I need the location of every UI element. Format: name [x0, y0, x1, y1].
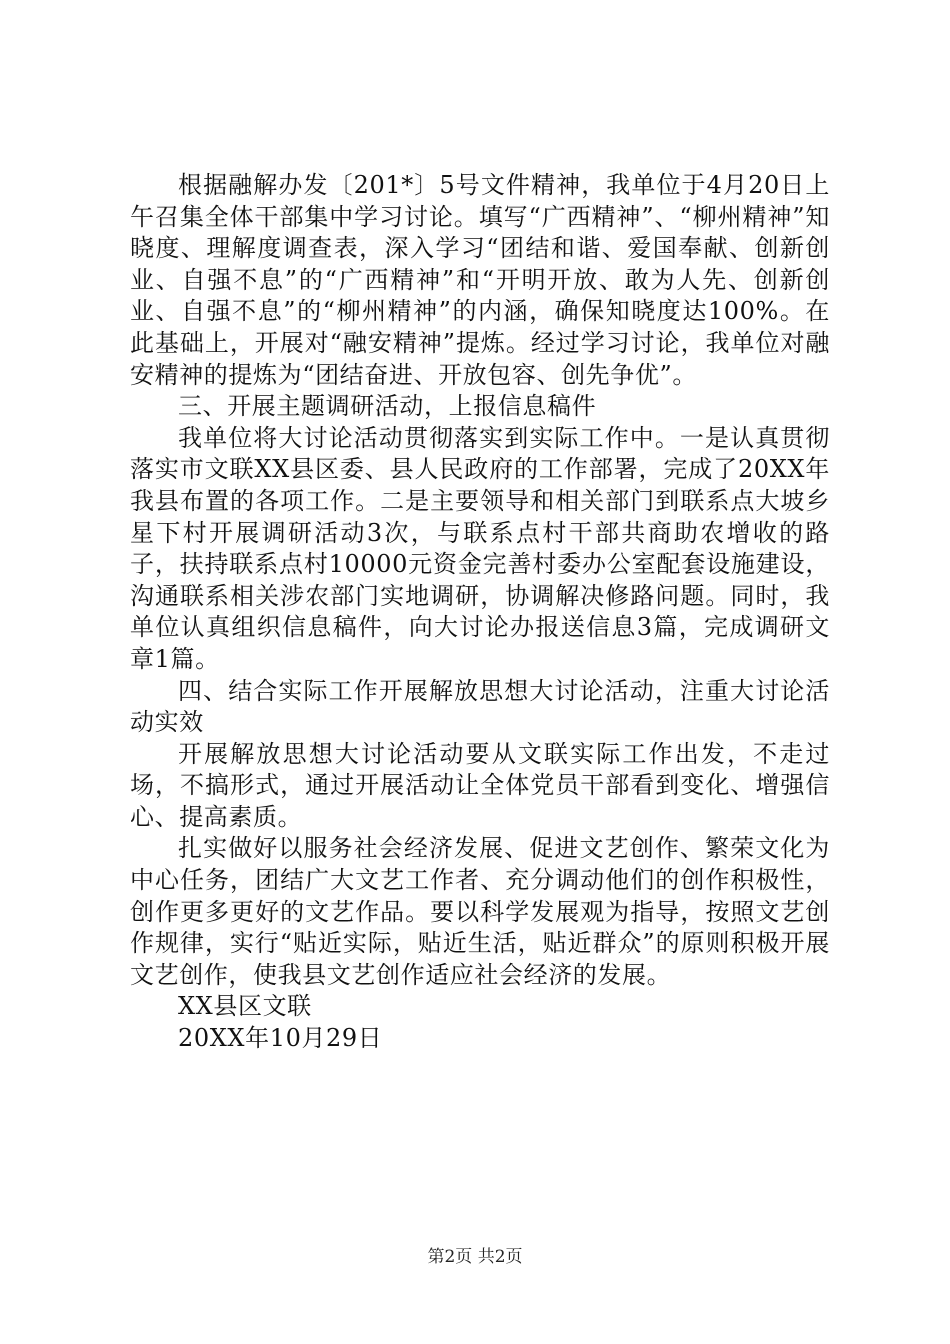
document-body	[130, 170, 830, 1055]
page-number: 第2页 共2页	[427, 1247, 523, 1267]
paragraph-art-creation: 扎实做好以服务社会经济发展、促进文艺创作、繁荣文化为中心任务，团结广大文艺工作者、充分调动他们的创作积极性，创作更多更好的文艺作品。要以科学发展观为指导，按照文艺创作规律，实行“贴近实际，贴近生活，贴近群众”的原则积极开展文艺创作，使我县文艺创作适应社会经济的发展。	[130, 834, 830, 989]
paragraph-spirit-study: 根据融解办发〔201*〕5号文件精神，我单位于4月20日上午召集全体干部集中学习讨论。填写“广西精神”、“柳州精神”知晓度、理解度调查表，深入学习“团结和谐、爱国奉献、创新创业、自强不息”的“广西精神”和“开明开放、敢为人先、创新创业、自强不息”的“柳州精神”的内涵，确保知晓度达100%。在此基础上，开展对“融安精神”提炼。经过学习讨论，我单位对融安精神的提炼为“团结奋进、开放包容、创先争优”。	[130, 171, 830, 389]
paragraph-research-activities: 我单位将大讨论活动贯彻落实到实际工作中。一是认真贯彻落实市文联XX县区委、县人民政府的工作部署，完成了20XX年我县布置的各项工作。二是主要领导和相关部门到联系点大坡乡星下村开展调研活动3次，与联系点村干部共商助农增收的路子，扶持联系点村10000元资金完善村委办公室配套设施建设，沟通联系相关涉农部门实地调研，协调解决修路问题。同时，我单位认真组织信息稿件，向大讨论办报送信息3篇，完成调研文章1篇。	[130, 423, 830, 673]
section-heading-4: 四、结合实际工作开展解放思想大讨论活动，注重大讨论活动实效	[130, 676, 830, 737]
signature-date: 20XX年10月29日	[178, 1024, 383, 1053]
paragraph-discussion-effect: 开展解放思想大讨论活动要从文联实际工作出发，不走过场，不搞形式，通过开展活动让全体党员干部看到变化、增强信心、提高素质。	[130, 739, 830, 831]
signature-organization: XX县区文联	[178, 992, 312, 1021]
section-heading-3: 三、开展主题调研活动，上报信息稿件	[178, 392, 597, 421]
